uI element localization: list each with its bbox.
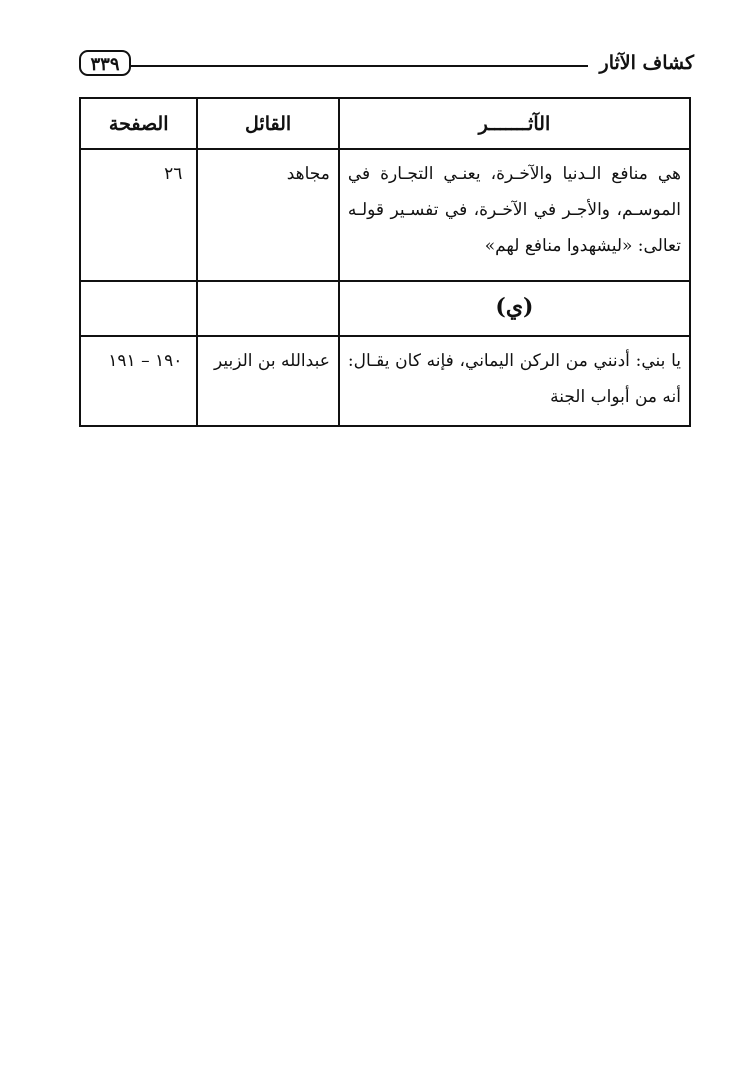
running-title: كشاف الآثار — [599, 52, 694, 74]
page-number: ٣٣٩ — [79, 50, 131, 76]
letter-heading: (ي) — [495, 294, 534, 320]
page-ref: ١٩٠ – ١٩١ — [108, 351, 183, 371]
letter-cell — [339, 281, 690, 336]
qail-cell — [197, 149, 338, 281]
column-header-athar: الآثـــــــر — [339, 98, 690, 149]
column-header-qail: القائل — [197, 98, 338, 149]
table-row — [80, 336, 690, 426]
athar-index-table — [79, 97, 691, 427]
table-row — [80, 149, 690, 281]
letter-section-row — [80, 281, 690, 336]
athar-cell — [339, 336, 690, 426]
column-header-page: الصفحة — [80, 98, 197, 149]
header-rule — [130, 65, 588, 67]
qail-text: مجاهد — [286, 164, 330, 184]
page-ref: ٢٦ — [164, 164, 183, 184]
table-header-row — [80, 98, 690, 149]
page-cell — [80, 149, 197, 281]
empty-cell — [197, 281, 338, 336]
empty-cell — [80, 281, 197, 336]
qail-text: عبدالله بن الزبير — [214, 351, 330, 371]
athar-text: يا بني: أدنني من الركن اليماني، فإنه كان يقـال: أنه من أبواب الجنة — [347, 351, 681, 407]
qail-cell — [197, 336, 338, 426]
athar-text: هي منافع الـدنيا والآخـرة، يعنـي التجـارة في الموسـم، والأجـر في الآخـرة، في تفسـير قولـه تعالى: «ليشهدوا منافع لهم» — [347, 164, 681, 256]
page-cell — [80, 336, 197, 426]
athar-cell — [339, 149, 690, 281]
